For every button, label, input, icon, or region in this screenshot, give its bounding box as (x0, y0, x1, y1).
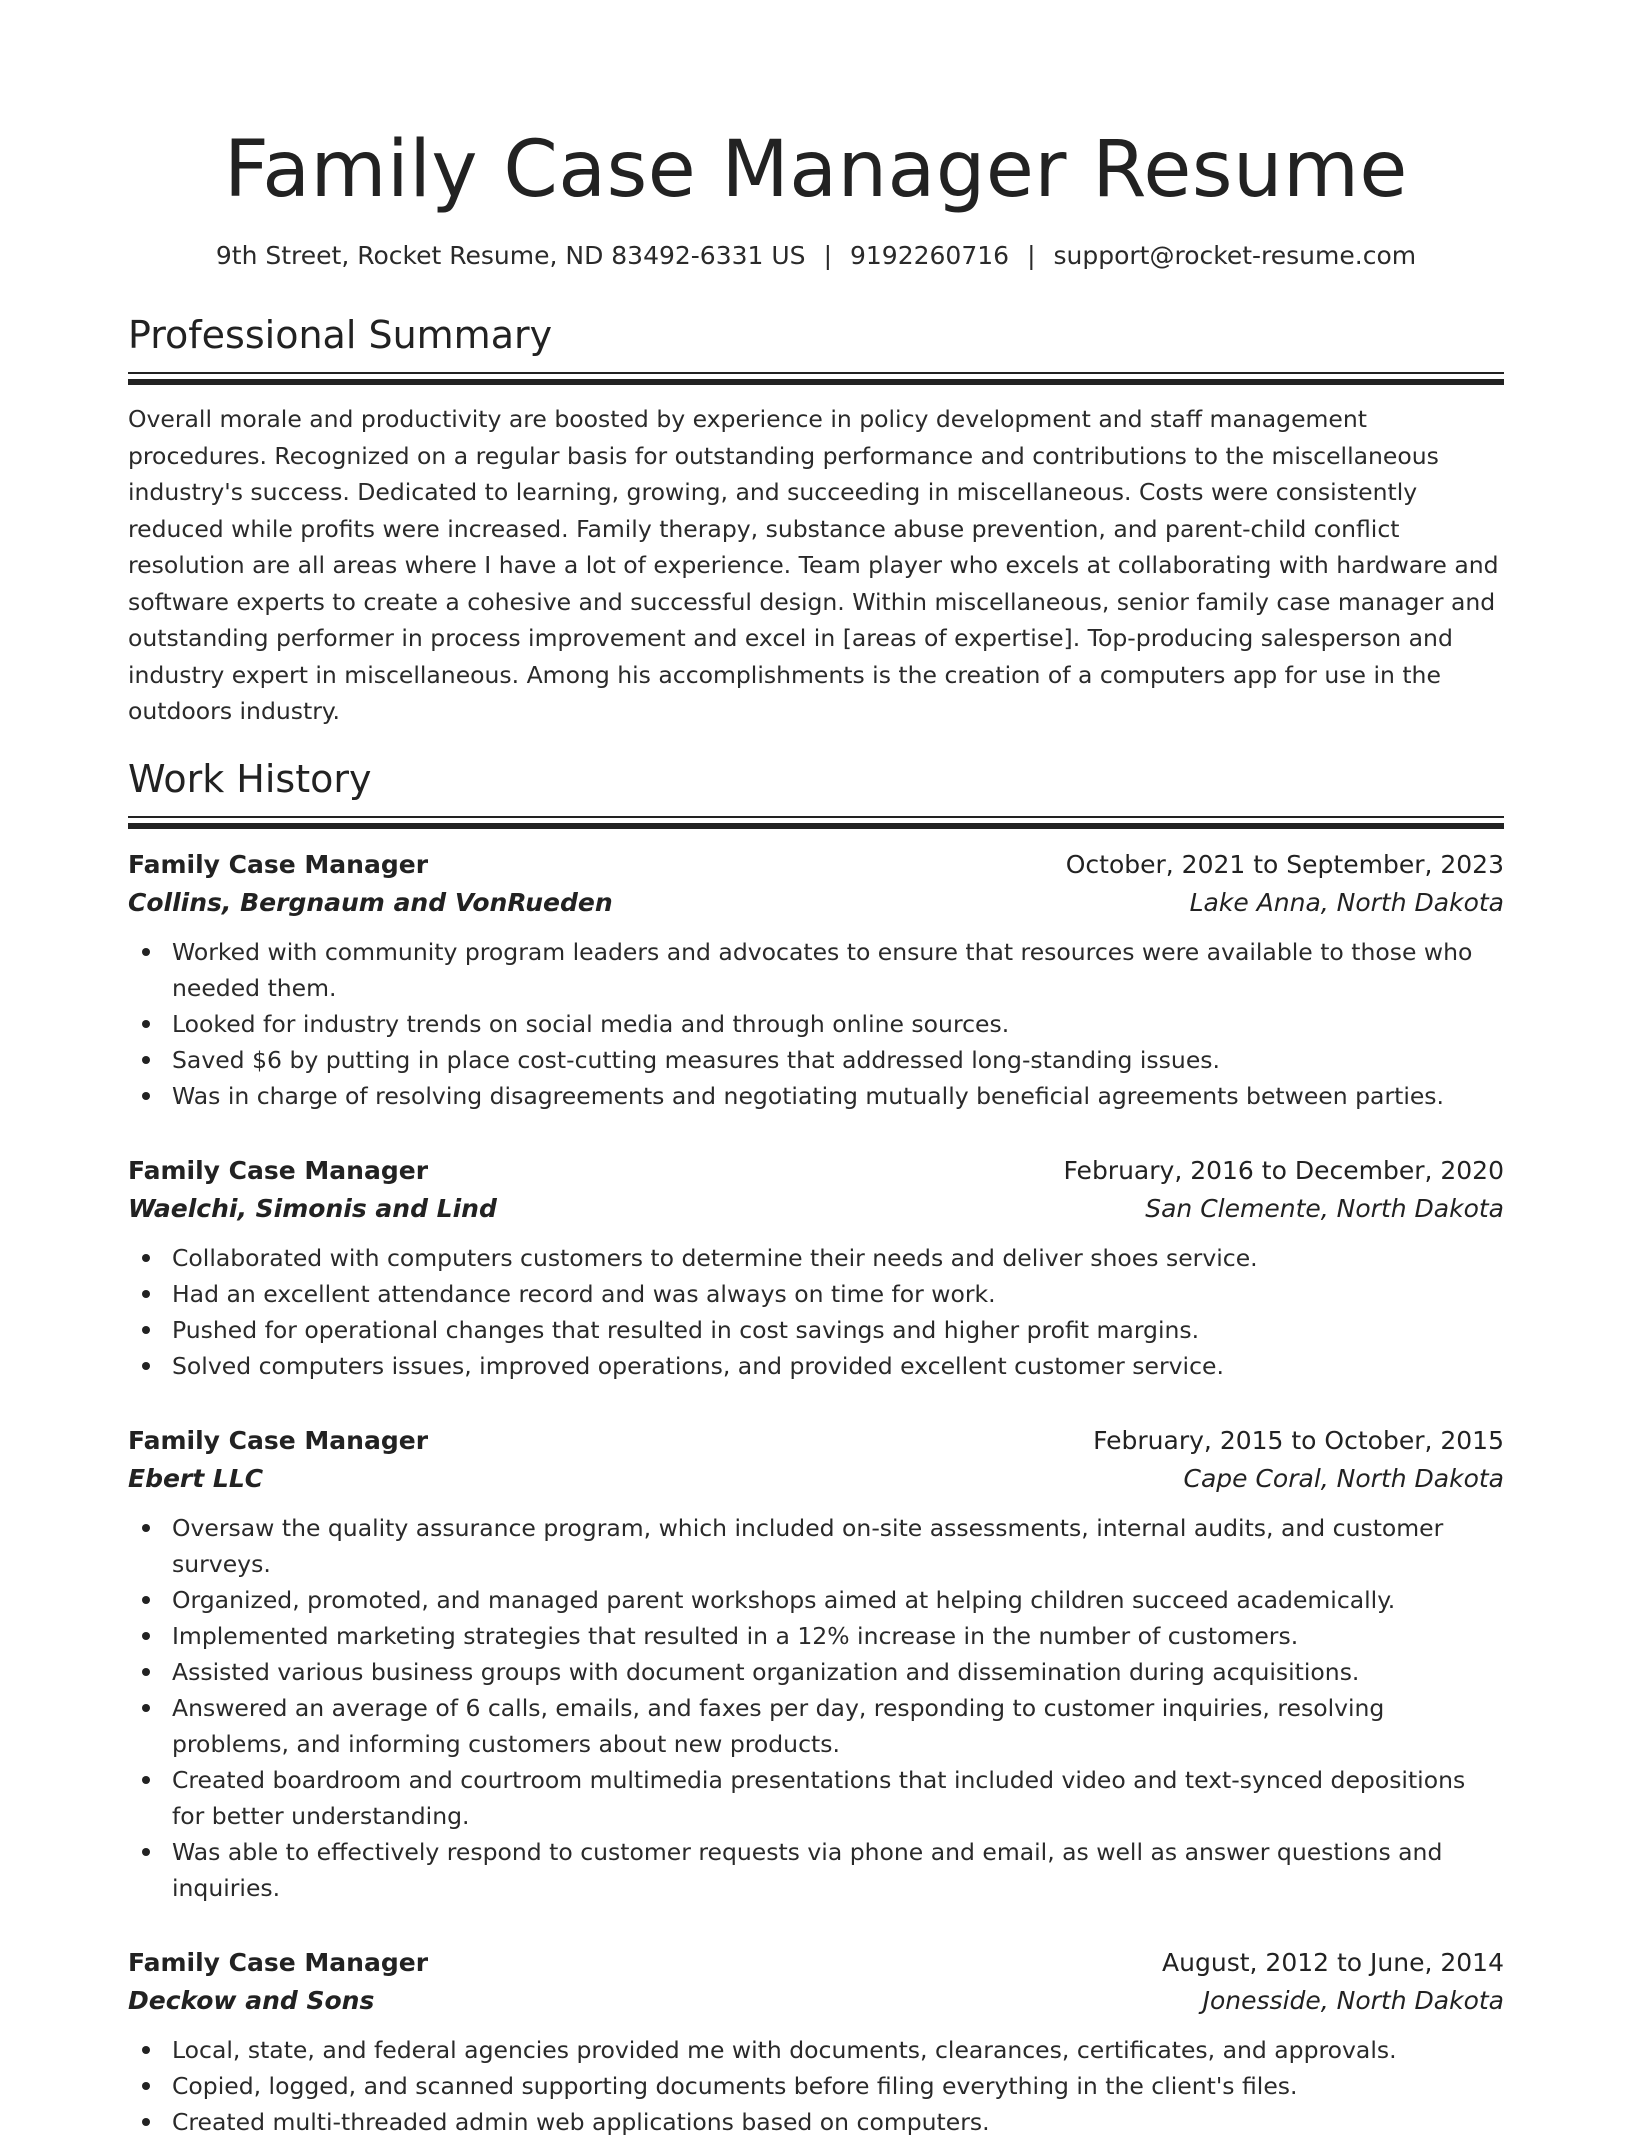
resume-title: Family Case Manager Resume (224, 125, 1408, 215)
job-bullet-text: Looked for industry trends on social media and through online sources. (172, 1009, 1010, 1038)
job-entry (128, 1422, 1504, 1906)
job-bullet-item (128, 1042, 1504, 1078)
job-company-row (128, 1460, 1504, 1498)
job-bullet-text: Implemented marketing strategies that resulted in a 12% increase in the number of customers. (172, 1621, 1299, 1650)
job-header-row (128, 846, 1504, 884)
job-bullet-item (128, 2068, 1504, 2104)
job-company-row (128, 884, 1504, 922)
job-bullet-item (128, 1618, 1504, 1654)
job-dates: February, 2015 to October, 2015 (1093, 1425, 1504, 1455)
job-location: Lake Anna, North Dakota (1189, 887, 1504, 917)
job-bullet-text: Local, state, and federal agencies provided me with documents, clearances, certificates, and approvals. (172, 2035, 1397, 2064)
job-bullet-item (128, 1582, 1504, 1618)
job-bullet-text: Had an excellent attendance record and was always on time for work. (172, 1279, 996, 1308)
bullet-dot-icon (142, 1290, 150, 1298)
bullet-dot-icon (142, 1362, 150, 1370)
contact-line (128, 238, 1504, 274)
section-divider-thin (128, 816, 1504, 818)
job-bullet-text: Solved computers issues, improved operations, and provided excellent customer service. (172, 1351, 1224, 1380)
job-location: Jonesside, North Dakota (1202, 1985, 1504, 2015)
job-header-row (128, 1422, 1504, 1460)
contact-separator: | (823, 241, 832, 270)
job-bullet-item (128, 1834, 1504, 1906)
job-bullet-text: Was able to effectively respond to customer requests via phone and email, as well as answer questions and inquiries. (172, 1837, 1443, 1902)
section-divider-thick (128, 823, 1504, 829)
job-bullet-item (128, 1654, 1504, 1690)
bullet-dot-icon (142, 1848, 150, 1856)
job-header-row (128, 1152, 1504, 1190)
contact-separator: | (1027, 241, 1036, 270)
job-dates: August, 2012 to June, 2014 (1162, 1947, 1504, 1977)
job-bullet-list (128, 1240, 1504, 1384)
bullet-dot-icon (142, 1092, 150, 1100)
job-header-row (128, 1944, 1504, 1982)
job-company-row (128, 1190, 1504, 1228)
bullet-dot-icon (142, 1776, 150, 1784)
job-bullet-item (128, 1762, 1504, 1834)
job-bullet-text: Was in charge of resolving disagreements and negotiating mutually beneficial agreements between parties. (172, 1081, 1445, 1110)
job-title: Family Case Manager (128, 1155, 429, 1185)
job-bullet-text: Saved $6 by putting in place cost-cutting measures that addressed long-standing issues. (172, 1045, 1220, 1074)
section-heading-work: Work History (128, 756, 372, 801)
job-bullet-item (128, 1348, 1504, 1384)
job-bullet-list (128, 2032, 1504, 2140)
job-bullet-text: Organized, promoted, and managed parent workshops aimed at helping children succeed academically. (172, 1585, 1396, 1614)
job-dates: February, 2016 to December, 2020 (1063, 1155, 1504, 1185)
bullet-dot-icon (142, 1704, 150, 1712)
section-heading-summary: Professional Summary (128, 313, 553, 357)
bullet-dot-icon (142, 1596, 150, 1604)
job-bullet-item (128, 1006, 1504, 1042)
job-company: Ebert LLC (128, 1463, 264, 1493)
job-company-row (128, 1982, 1504, 2020)
job-bullet-text: Answered an average of 6 calls, emails, and faxes per day, responding to customer inquiries, resolving problems, and informing customers about new products. (172, 1693, 1385, 1758)
bullet-dot-icon (142, 2046, 150, 2054)
job-bullet-text: Assisted various business groups with document organization and dissemination during acquisitions. (172, 1657, 1360, 1686)
job-bullet-text: Pushed for operational changes that resulted in cost savings and higher profit margins. (172, 1315, 1200, 1344)
job-bullet-item (128, 1690, 1504, 1762)
bullet-dot-icon (142, 1056, 150, 1064)
job-location: Cape Coral, North Dakota (1183, 1463, 1504, 1493)
bullet-dot-icon (142, 1632, 150, 1640)
job-entry (128, 1152, 1504, 1384)
job-location: San Clemente, North Dakota (1145, 1193, 1504, 1223)
job-dates: October, 2021 to September, 2023 (1065, 849, 1504, 879)
job-bullet-list (128, 934, 1504, 1114)
job-bullet-item (128, 1276, 1504, 1312)
job-bullet-item (128, 1510, 1504, 1582)
job-bullet-text: Created boardroom and courtroom multimedia presentations that included video and text-synced depositions for better understanding. (172, 1765, 1466, 1830)
job-bullet-text: Created multi-threaded admin web applications based on computers. (172, 2107, 990, 2136)
job-bullet-list (128, 1510, 1504, 1906)
job-title: Family Case Manager (128, 849, 429, 879)
bullet-dot-icon (142, 1524, 150, 1532)
professional-summary-section (128, 310, 1504, 730)
job-bullet-text: Oversaw the quality assurance program, which included on-site assessments, internal audits, and customer surveys. (172, 1513, 1444, 1578)
job-entry (128, 1944, 1504, 2140)
jobs-list (128, 846, 1504, 2140)
job-company: Collins, Bergnaum and VonRueden (128, 887, 613, 917)
job-bullet-text: Collaborated with computers customers to determine their needs and deliver shoes service. (172, 1243, 1258, 1272)
work-history-section (128, 754, 1504, 2140)
bullet-dot-icon (142, 1020, 150, 1028)
job-company: Deckow and Sons (128, 1985, 375, 2015)
section-divider-thin (128, 372, 1504, 374)
job-bullet-item (128, 934, 1504, 1006)
job-bullet-item (128, 1240, 1504, 1276)
section-divider-thick (128, 379, 1504, 385)
job-bullet-text: Worked with community program leaders and advocates to ensure that resources were available to those who needed them. (172, 937, 1473, 1002)
job-company: Waelchi, Simonis and Lind (128, 1193, 497, 1223)
bullet-dot-icon (142, 948, 150, 956)
bullet-dot-icon (142, 1254, 150, 1262)
job-bullet-item (128, 1312, 1504, 1348)
job-bullet-item (128, 2104, 1504, 2140)
job-bullet-item (128, 1078, 1504, 1114)
bullet-dot-icon (142, 1668, 150, 1676)
job-title: Family Case Manager (128, 1425, 429, 1455)
bullet-dot-icon (142, 1326, 150, 1334)
contact-email: support@rocket-resume.com (1053, 241, 1417, 270)
summary-text: Overall morale and productivity are boosted by experience in policy development and staff management procedures. Recognized on a regular basis for outstanding performance and contributions to the miscellaneous industry's success. Dedicated to learning, growing, and succeeding in miscellaneous. Costs were consistently reduced while profits were increased. Family therapy, substance abuse prevention, and parent-child conflict resolution are all areas where I have a lot of experience. Team player who excels at collaborating with hardware and software experts to create a cohesive and successful design. Within miscellaneous, senior family case manager and outstanding performer in process improvement and excel in [areas of expertise]. Top-producing salesperson and industry expert in miscellaneous. Among his accomplishments is the creation of a computers app for use in the outdoors industry. (128, 405, 1499, 725)
contact-address: 9th Street, Rocket Resume, ND 83492-6331 US (215, 241, 806, 270)
job-title: Family Case Manager (128, 1947, 429, 1977)
job-entry (128, 846, 1504, 1114)
bullet-dot-icon (142, 2082, 150, 2090)
bullet-dot-icon (142, 2118, 150, 2126)
contact-phone: 9192260716 (850, 241, 1010, 270)
job-bullet-text: Copied, logged, and scanned supporting documents before filing everything in the client's files. (172, 2071, 1298, 2100)
job-bullet-item (128, 2032, 1504, 2068)
